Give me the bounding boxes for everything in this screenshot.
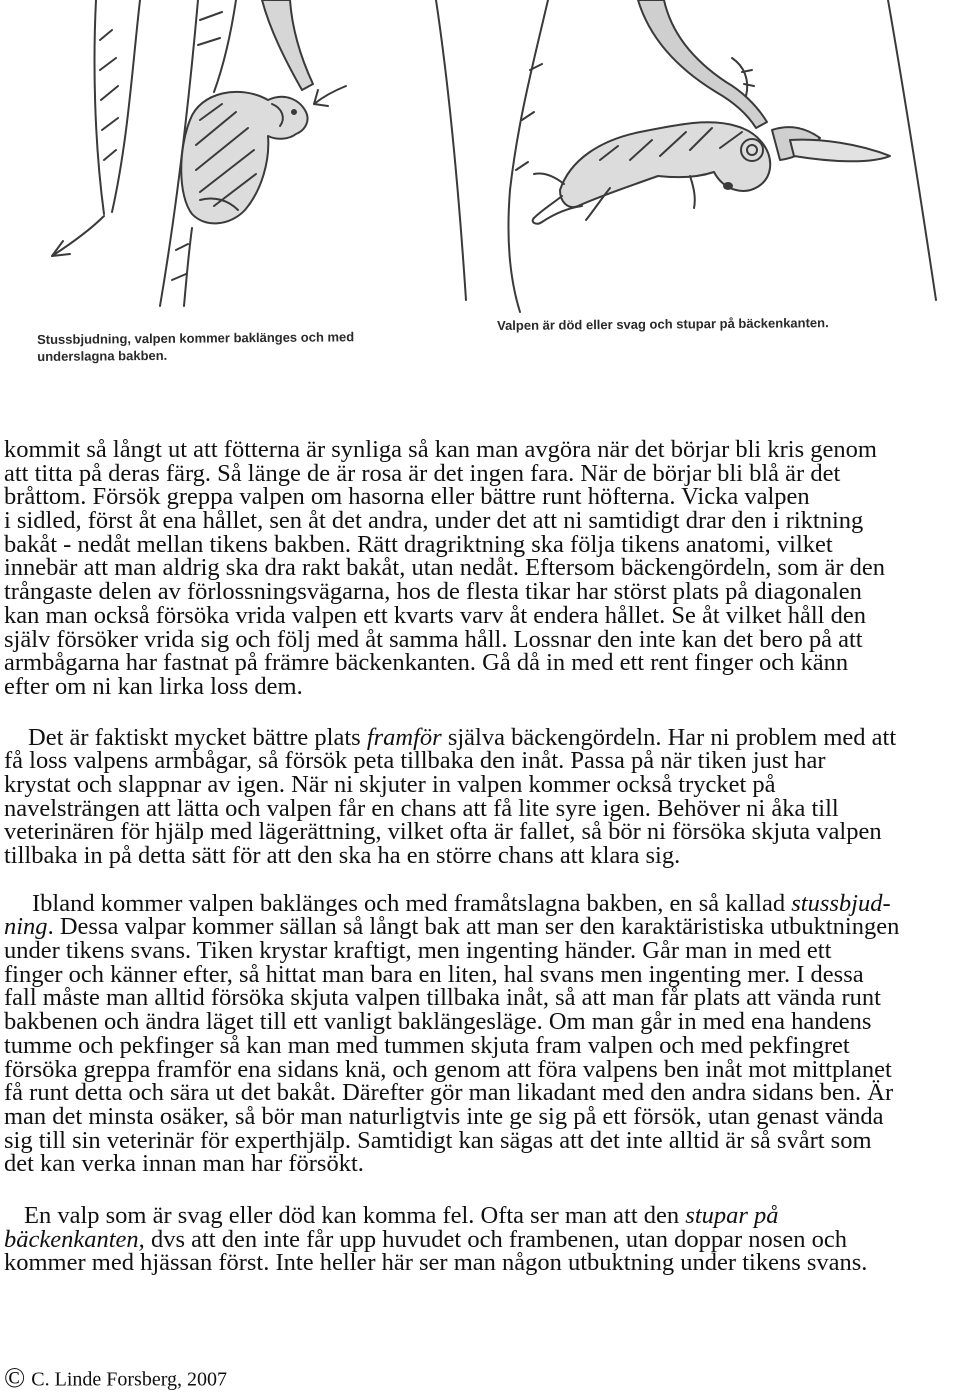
text-line: bakbenen och ändra läget till ett vanligt baklängesläge. Om man går in med ena handens [4, 1008, 872, 1036]
puppy-nose [724, 183, 732, 189]
text-line: innebär att man aldrig ska dra rakt bakåt, utan nedåt. Eftersom bäckengördeln, som är den [4, 554, 885, 582]
italic-term: framför [366, 723, 442, 751]
paragraph [4, 723, 956, 869]
text-line: fall måste man alltid försöka skjuta valpen tillbaka inåt, så att man får plats att vända runt [4, 984, 881, 1012]
copyright-symbol: © [4, 1363, 26, 1394]
text-line: få runt detta och sära ut det bakåt. Därefter gör man likadant med den andra sidans ben. Är [4, 1079, 894, 1107]
paragraph [4, 438, 956, 699]
outline-right-edge [888, 0, 936, 300]
figure-caption-left [37, 328, 354, 365]
text-line: under tikens svans. Tiken krystar kraftigt, men ingenting händer. Går man in med ett [4, 937, 832, 965]
text-line: finger och känner efter, så hittat man bara en liten, hal svans men ingenting mer. I dessa [4, 960, 864, 988]
text-line: efter om ni kan lirka loss dem. [4, 672, 303, 700]
arrow-head [52, 241, 70, 256]
text-line [4, 1225, 956, 1253]
perineum-outline [95, 0, 140, 214]
puppy-eye [292, 110, 296, 114]
text-line: själv försöker vrida sig och följ med åt samma håll. Lossnar den inte kan det bero på att [4, 625, 863, 653]
text-segment: En valp som är svag eller död kan komma fel. Ofta ser man att den [24, 1201, 686, 1229]
outline-left-edge [508, 0, 548, 312]
text-segment: själva bäckengördeln. Har ni problem med att [441, 723, 897, 751]
copyright-text: C. Linde Forsberg, 2007 [31, 1368, 228, 1391]
text-segment: Ibland kommer valpen baklänges och med framåtslagna bakben, en så kallad [32, 889, 792, 917]
tail-vertebrae [790, 140, 890, 162]
body-outline-left [508, 0, 548, 312]
italic-term: bäckenkanten, [4, 1225, 145, 1253]
arrow-down-left-icon [52, 216, 104, 256]
text-line [4, 1201, 956, 1229]
text-line: försöka greppa framför ena sidans knä, och genom att föra valpens ben inåt mot mittplanet [4, 1055, 892, 1083]
text-line: tillbaka in på detta sätt för att den ska ha en större chans att klara sig. [4, 842, 681, 869]
text-line: kan man också försöka vrida valpen ett kvarts varv åt endera hållet. Se åt vilket håll den [4, 601, 866, 629]
text-line: i sidled, först åt ena hållet, sen åt det andra, under det att ni samtidigt drar den i riktning [4, 507, 864, 535]
text-line: sig till sin veterinär för experthjälp. Samtidigt kan sägas att det inte alltid är så svårt som [4, 1126, 872, 1154]
text-segment: . Dessa valpar kommer sällan så långt bak att man ser den karaktäristiska utbuktningen [47, 913, 900, 941]
femur-shape [262, 0, 313, 90]
text-line: tumme och pekfinger så kan man med tummen skjuta fram valpen och med pekfingret [4, 1031, 850, 1059]
text-line: man det minsta osäker, så bör man naturligtvis inte ge sig på ett försök, utan genast vända [4, 1102, 884, 1130]
text-line: att titta på deras färg. Så länge de är rosa är det ingen fara. När de börjar bli blå är det [4, 459, 841, 487]
outline-inner-edge [112, 0, 140, 212]
puppy-drawing [533, 122, 770, 223]
caption-line: Valpen är död eller svag och stupar på bäckenkanten. [497, 315, 829, 333]
pelvic-edge-illustration [490, 0, 960, 316]
caption-line: Stussbjudning, valpen kommer baklänges och med [37, 329, 355, 347]
text-line: bakåt - nedåt mellan tikens bakben. Rätt dragriktning ska följa tikens anatomi, vilket [4, 530, 833, 558]
text-line [4, 915, 956, 939]
text-segment: Det är faktiskt mycket bättre plats [28, 723, 367, 751]
italic-term: stupar på [685, 1201, 779, 1229]
text-line [4, 889, 956, 917]
paragraph [4, 1201, 956, 1277]
text-line: krystat och slappnar av igen. När ni skjuter in valpen kommer också trycket på [4, 770, 776, 798]
text-line: kommer med hjässan först. Inte heller här ser man någon utbuktning under tikens svans. [4, 1249, 868, 1277]
spine-lower-edge [184, 228, 192, 306]
italic-term: stussbjud- [791, 889, 891, 917]
pelvic-bone-shape [638, 0, 767, 128]
copyright-footer [4, 1363, 228, 1394]
text-line: få loss valpens armbågar, så försök peta tillbaka den inåt. Passa på när tiken just har [4, 747, 826, 775]
italic-term: ning [4, 913, 48, 941]
breech-drawing [0, 0, 470, 316]
text-line: navelsträngen att lätta och valpen får en chans att få lite syre igen. Behöver ni åka till [4, 794, 839, 822]
body-outline-right [436, 0, 466, 300]
text-line: kommit så långt ut att fötterna är synliga så kan man avgöra när det börjar bli kris genom [4, 436, 877, 463]
figure-caption-right [497, 314, 829, 334]
femur-bone [262, 0, 313, 90]
arrow-shaft [52, 216, 104, 256]
puppy-drawing [181, 92, 307, 224]
body-text [4, 438, 956, 1275]
body-outline-right [888, 0, 936, 300]
text-line: trångaste delen av förlossningsvägarna, hos de flesta tikar har störst plats på diagonalen [4, 578, 862, 606]
hatch-line [100, 30, 118, 160]
puppy-front-leg [690, 176, 695, 208]
pelvic-bone [638, 0, 767, 128]
text-line: bråttom. Försök greppa valpen om hasorna eller bättre runt höfterna. Vicka valpen [4, 483, 810, 511]
text-line [4, 723, 956, 751]
text-line: armbågarna har fastnat på främre bäckenkanten. Gå då in med ett rent finger och känn [4, 649, 849, 677]
breech-illustration [0, 0, 470, 316]
outline-left-edge [95, 0, 104, 214]
arrow-shaft [314, 86, 346, 104]
puppy-tail [534, 173, 564, 184]
sacrum-bones [772, 127, 890, 161]
outline-right-edge [436, 0, 466, 300]
arrow-left-icon [314, 86, 346, 106]
paragraph [4, 889, 956, 1178]
text-line: det kan verka innan man har försökt. [4, 1150, 364, 1178]
text-segment: dvs att den inte får upp huvudet och frambenen, utan doppar nosen och [144, 1225, 847, 1253]
text-line: veterinären för hjälp med lägerättning, vilket ofta är fallet, så bör ni försöka skjuta valpen [4, 818, 882, 846]
caption-line: underslagna bakben. [37, 347, 168, 364]
pelvic-edge-drawing [490, 0, 960, 316]
